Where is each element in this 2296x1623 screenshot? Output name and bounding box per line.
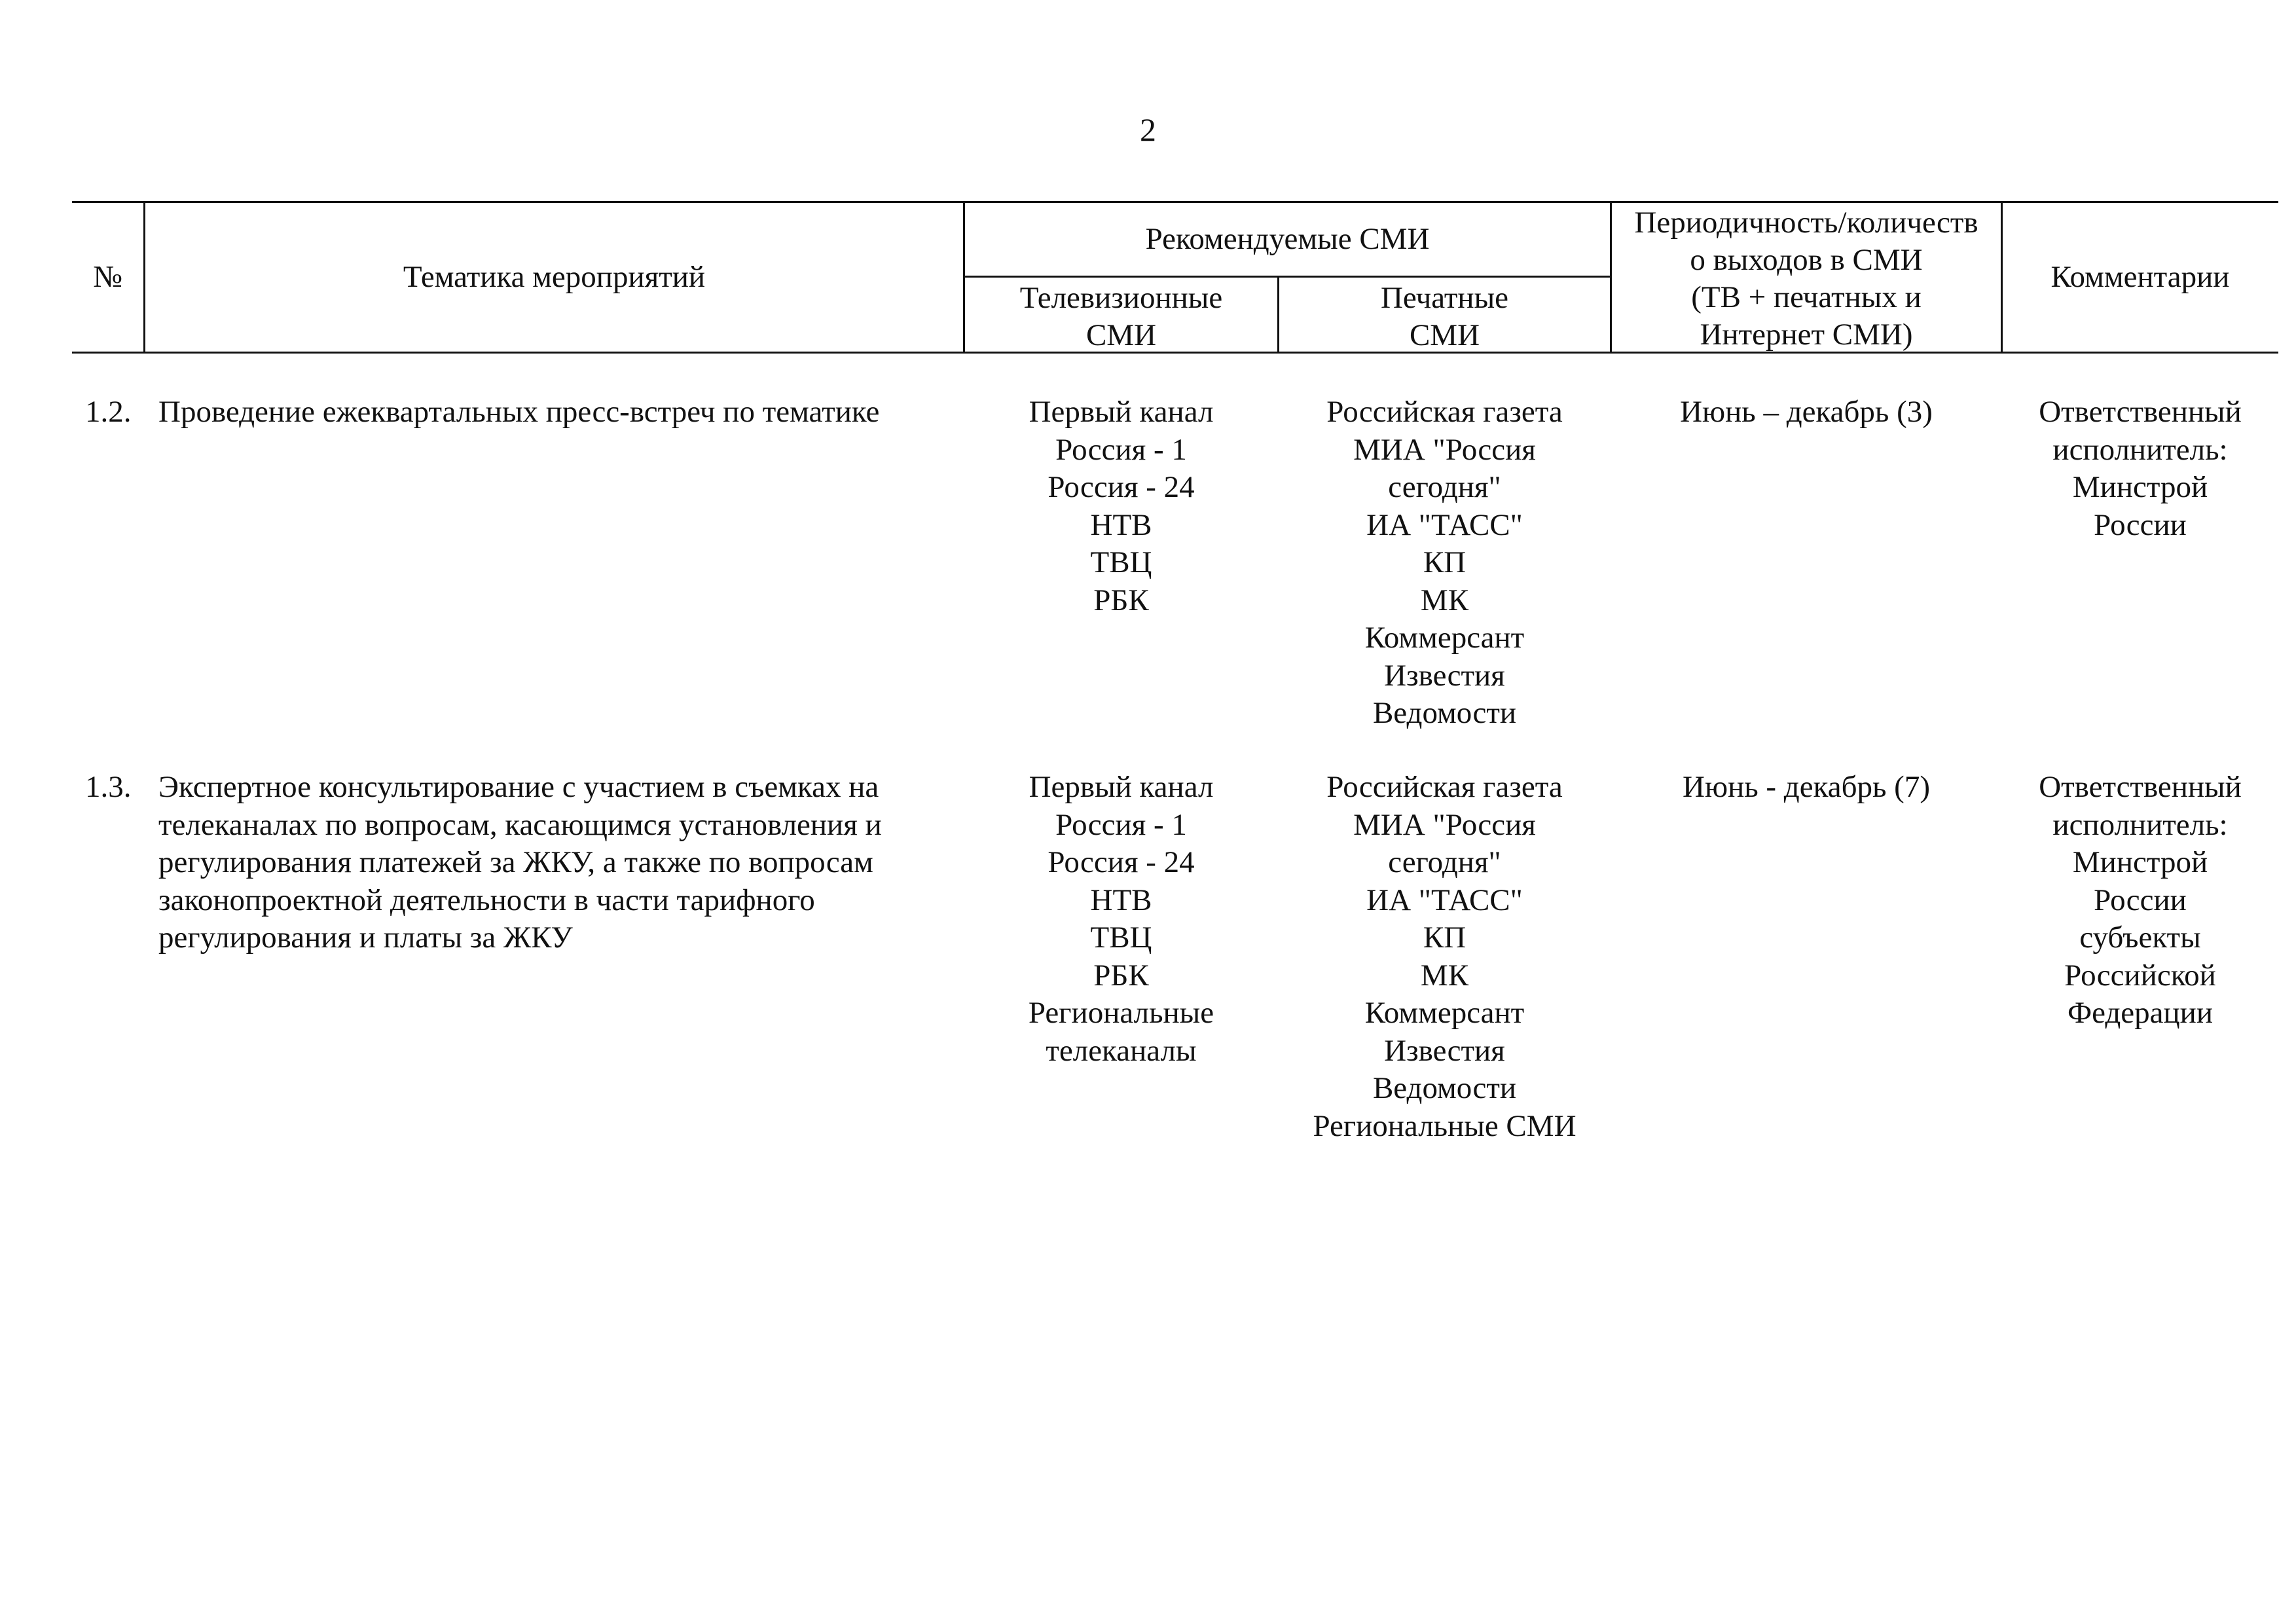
tv-media-item: Первый канал <box>1029 770 1214 804</box>
page-number: 2 <box>1140 111 1156 148</box>
comment-line: Российской <box>2064 958 2216 993</box>
print-media-item: Известия <box>1384 1033 1505 1068</box>
print-media-item: МИА "Россия <box>1353 432 1536 467</box>
row-print-media <box>1279 393 1610 733</box>
print-media-item: сегодня" <box>1388 470 1501 504</box>
header-print-media <box>1279 280 1610 354</box>
row-number: 1.2. <box>85 395 132 429</box>
row-topic <box>158 769 951 957</box>
print-media-item: МИА "Россия <box>1353 807 1536 842</box>
print-media-item: Ведомости <box>1372 696 1517 730</box>
comment-line: субъекты <box>2079 921 2201 955</box>
comment-line: России <box>2094 507 2187 542</box>
row-periodicity: Июнь – декабрь (3) <box>1680 395 1933 429</box>
recommended-media-divider <box>963 276 1610 278</box>
tv-media-item: Россия - 24 <box>1048 470 1195 504</box>
comment-line: Минстрой <box>2072 845 2208 879</box>
header-periodicity-line: Интернет СМИ) <box>1700 318 1913 352</box>
print-media-item: МК <box>1420 583 1469 617</box>
comment-line: Ответственный <box>2039 770 2242 804</box>
tv-media-item: Россия - 24 <box>1048 845 1195 879</box>
print-media-item: ИА "ТАСС" <box>1366 883 1523 917</box>
print-media-item: МК <box>1420 958 1469 993</box>
header-tv-media <box>965 280 1277 354</box>
tv-media-item: Россия - 1 <box>1055 807 1187 842</box>
print-media-item: КП <box>1423 921 1467 955</box>
tv-media-item: НТВ <box>1090 883 1152 917</box>
header-tv-line: Телевизионные <box>1019 281 1223 315</box>
header-print-line: СМИ <box>1409 318 1480 352</box>
topic-line: телеканалах по вопросам, касающимся установления и <box>158 807 882 842</box>
header-topic: Тематика мероприятий <box>403 260 706 294</box>
comment-line: Минстрой <box>2072 470 2208 504</box>
print-media-item: Российская газета <box>1326 770 1563 804</box>
print-media-item: КП <box>1423 545 1467 579</box>
comment-line: России <box>2094 883 2187 917</box>
row-periodicity: Июнь - декабрь (7) <box>1683 770 1930 804</box>
header-comments: Комментарии <box>2050 260 2230 294</box>
tv-media-item: РБК <box>1093 583 1149 617</box>
header-recommended-media: Рекомендуемые СМИ <box>1145 222 1430 256</box>
row-comments <box>2003 769 2278 1032</box>
print-media-item: Региональные СМИ <box>1313 1108 1576 1143</box>
comment-line: исполнитель: <box>2052 807 2228 842</box>
tv-media-item: ТВЦ <box>1090 545 1152 579</box>
row-tv-media <box>965 393 1277 619</box>
header-periodicity-line: Периодичность/количеств <box>1634 206 1978 240</box>
print-media-item: Известия <box>1384 658 1505 693</box>
row-topic <box>158 393 951 431</box>
header-periodicity <box>1612 204 2001 354</box>
header-tv-line: СМИ <box>1085 318 1157 352</box>
print-media-item: Российская газета <box>1326 395 1563 429</box>
print-media-item: Коммерсант <box>1364 621 1525 655</box>
topic-line: Проведение ежеквартальных пресс-встреч по тематике <box>158 395 880 429</box>
tv-media-item: Региональные <box>1028 996 1214 1030</box>
header-number: № <box>93 260 122 294</box>
topic-line: законопроектной деятельности в части тарифного <box>158 883 815 917</box>
comment-line: Ответственный <box>2039 395 2242 429</box>
header-periodicity-line: (ТВ + печатных и <box>1691 280 1922 314</box>
table-top-rule <box>72 201 2278 203</box>
row-number: 1.3. <box>85 770 132 804</box>
tv-media-item: НТВ <box>1090 507 1152 542</box>
tv-media-item: ТВЦ <box>1090 921 1152 955</box>
topic-line: Экспертное консультирование с участием в съемках на <box>158 770 879 804</box>
row-tv-media <box>965 769 1277 1070</box>
print-media-item: сегодня" <box>1388 845 1501 879</box>
comment-line: исполнитель: <box>2052 432 2228 467</box>
topic-line: регулирования платежей за ЖКУ, а также по вопросам <box>158 845 873 879</box>
topic-line: регулирования и платы за ЖКУ <box>158 921 573 955</box>
print-media-item: Ведомости <box>1372 1071 1517 1105</box>
row-print-media <box>1279 769 1610 1145</box>
tv-media-item: Россия - 1 <box>1055 432 1187 467</box>
comment-line: Федерации <box>2068 996 2213 1030</box>
header-print-line: Печатные <box>1380 281 1509 315</box>
print-media-item: Коммерсант <box>1364 996 1525 1030</box>
tv-media-item: РБК <box>1093 958 1149 993</box>
row-comments <box>2003 393 2278 544</box>
tv-media-item: Первый канал <box>1029 395 1214 429</box>
tv-media-item: телеканалы <box>1046 1033 1197 1068</box>
header-periodicity-line: о выходов в СМИ <box>1690 243 1923 277</box>
print-media-item: ИА "ТАСС" <box>1366 507 1523 542</box>
